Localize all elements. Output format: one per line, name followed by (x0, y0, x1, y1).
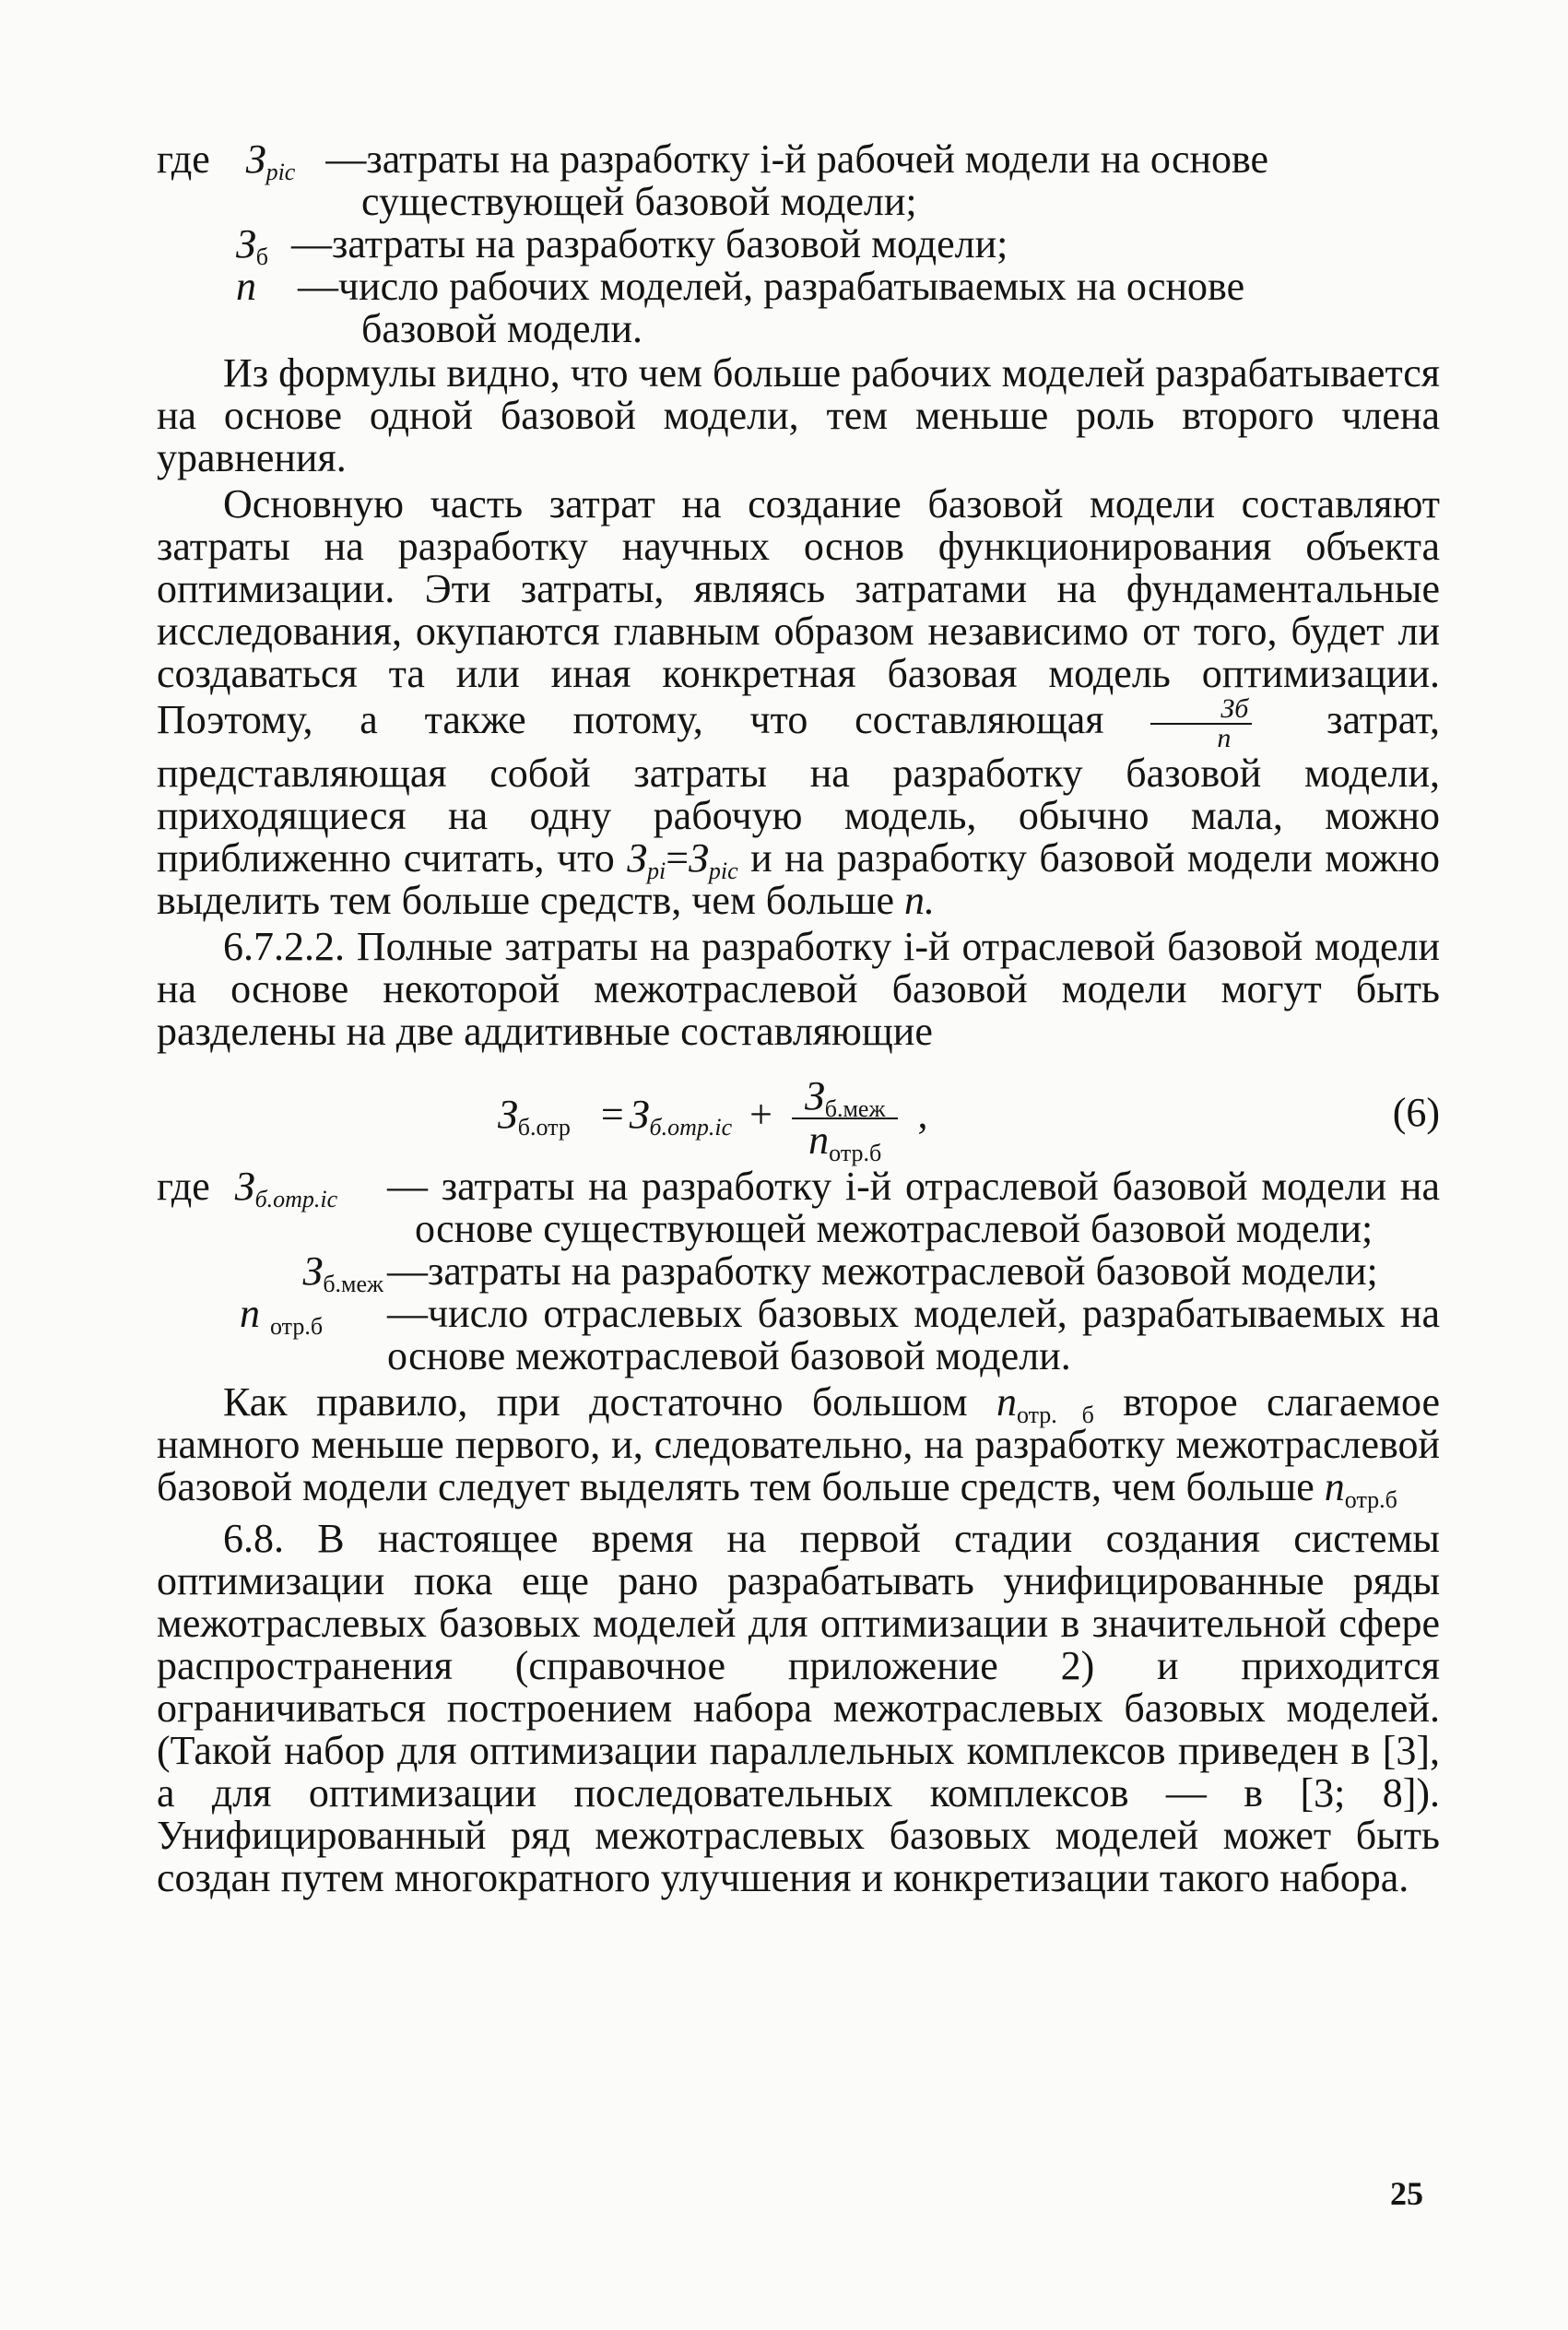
symbol-subscript: piс (265, 159, 296, 185)
paragraph-text: и на разработку базовой модели можно выделить тем больше средств, чем больше (157, 835, 1440, 923)
paragraph: Из формулы видно, что чем больше рабочих моделей разрабатывается на основе одной базовой модели, тем меньше роль второго члена уравнения. (157, 350, 1440, 480)
where-word: где (157, 136, 210, 182)
page-number: 25 (1390, 2175, 1423, 2212)
definition-text: —число рабочих моделей, разрабатываемых на основе (298, 264, 1245, 309)
definition-term (157, 1293, 387, 1378)
symbol: n (996, 1379, 1017, 1425)
symbol: З (302, 1248, 324, 1294)
fraction-denominator (792, 1118, 898, 1166)
symbol: З (804, 1073, 825, 1118)
fraction-denominator: n (1217, 723, 1232, 753)
symbol-subscript: б.меж (824, 1095, 886, 1122)
symbol-subscript: отр.б (1344, 1486, 1397, 1513)
paragraph: Основную часть затрат на создание базовой модели составляют затраты на разработку научных основ функционирования объекта оптимизации. Эти затраты, являясь затратами на фундаментальные исследования, окупаются главным образом независимо от того, будет ли создаваться та или иная конкретная базовая модель оптимизации. Поэтому, а также потому, что составляющая $\frac{Зб}{n}$ затрат, представляющая собой затраты на разработку базовой модели, приходящиеся на одну рабочую модель, обычно мала, можно приближенно считать, что $З_{pi}=З_{piс}$ и на разработку базовой модели можно выделить тем больше средств, чем больше n. (157, 481, 1441, 923)
definition-text: — затраты на разработку i-й отраслевой базовой модели на основе существующей межотраслевой базовой модели; (387, 1164, 1440, 1251)
symbol-subscript: pi (647, 857, 666, 884)
display-formula (157, 1062, 1440, 1166)
where-word: где (157, 1164, 210, 1209)
definition-continuation: базовой модели. (361, 306, 643, 351)
fraction-numerator: Зб (1150, 695, 1252, 725)
definition-item (157, 221, 1440, 270)
symbol: n (236, 264, 256, 309)
definition-term (157, 1165, 387, 1250)
symbol: n (808, 1118, 830, 1163)
definition-item (157, 1165, 1440, 1250)
document-page (157, 138, 1440, 2259)
paragraph-text: Как правило, при достаточно большом (223, 1379, 968, 1425)
definition-text: —затраты на разработку базовой модели; (291, 221, 1008, 266)
paragraph-text: затрат, представляющая собой затраты на разработку базовой модели, приходящиеся на одну рабочую модель, обычно мала, можно приближенно считать, что (157, 697, 1441, 881)
definition-item (157, 138, 1440, 223)
definition-text: —затраты на разработку межотраслевой базовой модели; (387, 1248, 1378, 1294)
paragraph-text: второе слагаемое намного меньше первого, и, следовательно, на разработку межотраслевой базовой модели следует выделять тем больше средств, чем больше (157, 1379, 1441, 1509)
symbol: n. (904, 878, 936, 923)
paragraph-text: Основную часть затрат на создание базовой модели составляют затраты на разработку научных основ функционирования объекта оптимизации. Эти затраты, являясь затратами на фундаментальные исследования, окупаются главным образом независимо от того, будет ли создаваться та или иная конкретная базовая модель оптимизации. Поэтому, а также потому, что составляющая (157, 481, 1440, 743)
symbol: З (245, 136, 266, 182)
symbol: З (629, 1092, 650, 1138)
formula-expression (498, 1073, 928, 1166)
symbol-subscript: б (255, 243, 269, 270)
symbol-subscript: б.меж (323, 1271, 383, 1297)
symbol-subscript: б.отр.iс (649, 1114, 733, 1141)
paragraph (157, 1379, 1441, 1513)
symbol-subscript: б.отр.iс (254, 1186, 338, 1212)
paragraph: 6.8. В настоящее время на первой стадии создания системы оптимизации пока еще рано разрабатывать унифицированные ряды межотраслевых базовых моделей для оптимизации в значительной сфере распространения (справочное приложение 2) и приходится ограничиваться построением набора межотраслевых базовых моделей. (Такой набор для оптимизации параллельных комплексов приведен в [3], а для оптимизации последовательных комплексов — в [3; 8]). Унифицированный ряд межотраслевых базовых моделей может быть создан путем многократного улучшения и конкретизации такого набора. (157, 1516, 1440, 1900)
definition-text: —затраты на разработку i-й рабочей модели на основе (325, 136, 1269, 182)
plus-sign: + (749, 1092, 772, 1138)
symbol: n (1324, 1464, 1345, 1509)
symbol: З (234, 1164, 255, 1209)
symbol-subscript: piс (708, 857, 738, 884)
definition-item (157, 1248, 1440, 1297)
definition-continuation: существующей базовой модели; (361, 179, 917, 224)
symbol: З (236, 221, 256, 266)
symbol: З (689, 835, 709, 881)
definition-item (157, 266, 1440, 350)
fraction-numerator (792, 1073, 898, 1122)
symbol-subscript: отр. б (1016, 1402, 1094, 1428)
definition-text: —число отраслевых базовых моделей, разрабатываемых на основе межотраслевой базовой модели. (387, 1291, 1440, 1378)
paragraph: 6.7.2.2. Полные затраты на разработку i-й отраслевой базовой модели на основе некоторой межотраслевой базовой модели могут быть разделены на две аддитивные составляющие (157, 924, 1440, 1054)
symbol: n (240, 1291, 260, 1336)
symbol: З (498, 1092, 518, 1138)
definition-item (157, 1293, 1440, 1378)
comma: , (917, 1092, 928, 1138)
fraction (792, 1073, 898, 1166)
symbol-subscript: отр.б (829, 1140, 882, 1166)
symbol: З (627, 835, 648, 881)
definition-term (157, 1248, 387, 1297)
inline-fraction (1150, 695, 1252, 752)
symbol-subscript: б.отр (517, 1114, 571, 1141)
equals-sign: = (600, 1092, 624, 1138)
symbol-subscript: отр.б (270, 1313, 324, 1340)
equation-number: (6) (1392, 1090, 1440, 1135)
